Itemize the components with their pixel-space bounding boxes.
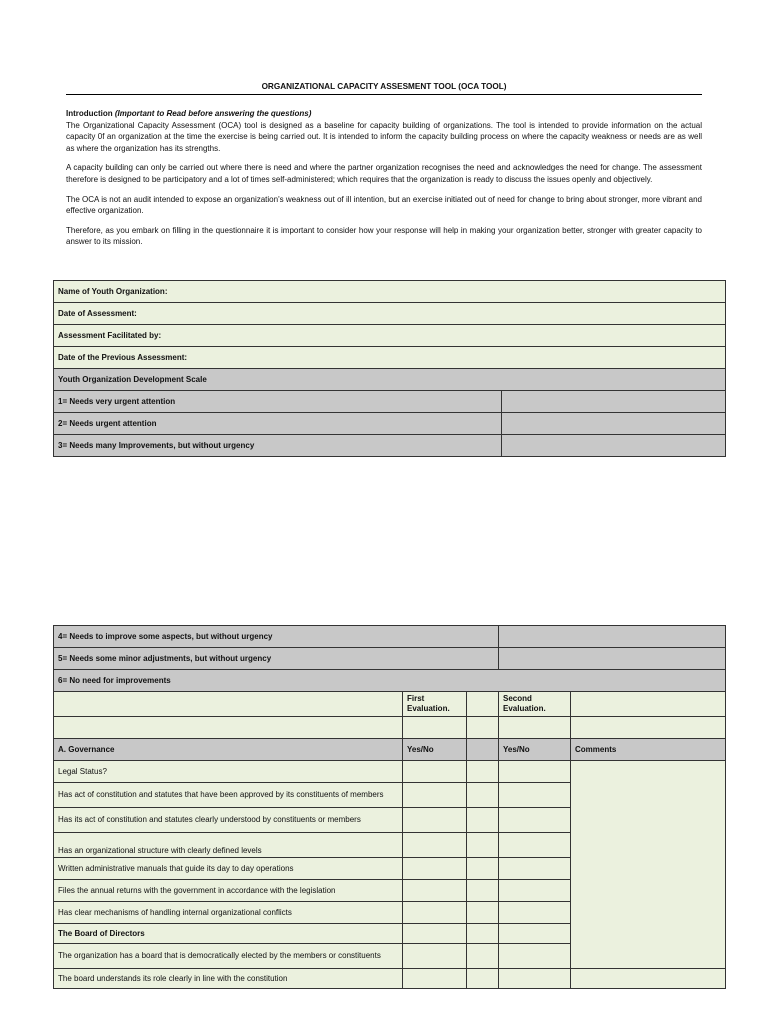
- previous-assessment-field[interactable]: Date of the Previous Assessment:: [54, 347, 726, 369]
- board-item: The organization has a board that is democratically elected by the members or constituents: [54, 944, 403, 969]
- spacer-cell: [467, 969, 499, 989]
- intro-heading-text: Introduction: [66, 109, 113, 118]
- spacer-cell: [467, 761, 499, 783]
- spacer-cell: [467, 783, 499, 808]
- second-eval-input[interactable]: [499, 761, 571, 783]
- board-heading: The Board of Directors: [54, 924, 403, 944]
- first-eval-input[interactable]: [403, 783, 467, 808]
- scale-row: [54, 626, 726, 648]
- governance-item: Written administrative manuals that guide its day to day operations: [54, 858, 403, 880]
- header-blank: [467, 692, 499, 717]
- scale-cell: [499, 626, 726, 648]
- intro-heading: [66, 108, 702, 120]
- scale-cell: [499, 648, 726, 670]
- scale-row: [54, 391, 726, 413]
- intro-paragraph-1: The Organizational Capacity Assessment (OCA) tool is designed as a baseline for capacity building of organizations. The tool is intended to provide information on the actual capacity 0f an organization at the time the exercise is being carried out. It is intended to inform the capacity building process on where the capacity weakness or needs are as well as where the organization has its strengths.: [66, 120, 702, 153]
- scale-row: [54, 648, 726, 670]
- second-evaluation-header: Second Evaluation.: [499, 692, 571, 717]
- table-row: [54, 761, 726, 783]
- scale-row: [54, 435, 726, 457]
- second-eval-input[interactable]: [499, 902, 571, 924]
- governance-item: Files the annual returns with the government in accordance with the legislation: [54, 880, 403, 902]
- header-blank: [54, 692, 403, 717]
- scale-cell: [502, 413, 726, 435]
- first-eval-input[interactable]: [403, 858, 467, 880]
- second-eval-input[interactable]: [499, 783, 571, 808]
- scale-item-2: 2= Needs urgent attention: [54, 413, 502, 435]
- scale-cell: [502, 435, 726, 457]
- first-eval-input[interactable]: [403, 833, 467, 858]
- facilitated-by-field[interactable]: Assessment Facilitated by:: [54, 325, 726, 347]
- governance-item: Has clear mechanisms of handling internal organizational conflicts: [54, 902, 403, 924]
- youth-org-name-field[interactable]: Name of Youth Organization:: [54, 281, 726, 303]
- spacer-cell: [467, 902, 499, 924]
- scale-item-5: 5= Needs some minor adjustments, but without urgency: [54, 648, 499, 670]
- spacer-cell: [467, 858, 499, 880]
- comments-header: Comments: [571, 739, 726, 761]
- yes-no-header-1: Yes/No: [403, 739, 467, 761]
- header-blank: [467, 739, 499, 761]
- first-eval-input[interactable]: [403, 808, 467, 833]
- scale-item-3: 3= Needs many Improvements, but without urgency: [54, 435, 502, 457]
- first-eval-input[interactable]: [403, 969, 467, 989]
- evaluation-header-row: [54, 692, 726, 717]
- first-eval-input[interactable]: [403, 924, 467, 944]
- date-of-assessment-field[interactable]: Date of Assessment:: [54, 303, 726, 325]
- intro-paragraph-3: The OCA is not an audit intended to expose an organization's weakness out of ill intention, but an exercise initiated out of need for change to bring about stronger, more vibrant and effective organization.: [66, 194, 702, 216]
- second-eval-input[interactable]: [499, 833, 571, 858]
- spacer-row: [54, 717, 726, 739]
- intro-heading-note: (Important to Read before answering the questions): [114, 109, 312, 118]
- scale-row: [54, 413, 726, 435]
- table-row: [54, 969, 726, 989]
- info-row: [54, 281, 726, 303]
- first-evaluation-header: First Evaluation.: [403, 692, 467, 717]
- comments-cell[interactable]: [571, 761, 726, 969]
- governance-item: Has an organizational structure with clearly defined levels: [54, 833, 403, 858]
- introduction: [66, 108, 702, 256]
- info-row: [54, 347, 726, 369]
- scale-cell: [502, 391, 726, 413]
- spacer-cell: [467, 924, 499, 944]
- second-eval-input[interactable]: [499, 880, 571, 902]
- scale-item-1: 1= Needs very urgent attention: [54, 391, 502, 413]
- governance-item: Has its act of constitution and statutes clearly understood by constituents or members: [54, 808, 403, 833]
- first-eval-input[interactable]: [403, 944, 467, 969]
- second-eval-input[interactable]: [499, 858, 571, 880]
- intro-paragraph-4: Therefore, as you embark on filling in the questionnaire it is important to consider how your response will help in making your organization better, stronger with greater capacity to answer to its mission.: [66, 225, 702, 247]
- spacer-cell: [467, 833, 499, 858]
- first-eval-input[interactable]: [403, 902, 467, 924]
- info-row: [54, 325, 726, 347]
- first-eval-input[interactable]: [403, 761, 467, 783]
- second-eval-input[interactable]: [499, 808, 571, 833]
- scale-title: Youth Organization Development Scale: [54, 369, 726, 391]
- scale-item-4: 4= Needs to improve some aspects, but without urgency: [54, 626, 499, 648]
- header-blank: [571, 692, 726, 717]
- second-eval-input[interactable]: [499, 924, 571, 944]
- second-eval-input[interactable]: [499, 944, 571, 969]
- governance-section-title: A. Governance: [54, 739, 403, 761]
- spacer-cell: [467, 880, 499, 902]
- evaluation-table: [53, 625, 726, 989]
- document-title: ORGANIZATIONAL CAPACITY ASSESMENT TOOL (OCA TOOL): [66, 82, 702, 95]
- yes-no-header-2: Yes/No: [499, 739, 571, 761]
- comments-cell[interactable]: [571, 969, 726, 989]
- info-table: [53, 280, 726, 457]
- scale-item-6: 6= No need for improvements: [54, 670, 726, 692]
- intro-paragraph-2: A capacity building can only be carried out where there is need and where the partner organization recognises the need and acknowledges the need for change. The assessment therefore is designed to be participatory and a lot of times self-administered; which requires that the organization is ready to discuss the issues openly and objectively.: [66, 163, 702, 184]
- board-item: The board understands its role clearly in line with the constitution: [54, 969, 403, 989]
- spacer-cell: [467, 808, 499, 833]
- spacer-cell: [467, 944, 499, 969]
- governance-item: Has act of constitution and statutes that have been approved by its constituents of members: [54, 783, 403, 808]
- scale-row: [54, 369, 726, 391]
- second-eval-input[interactable]: [499, 969, 571, 989]
- governance-item: Legal Status?: [54, 761, 403, 783]
- first-eval-input[interactable]: [403, 880, 467, 902]
- info-row: [54, 303, 726, 325]
- section-header-row: [54, 739, 726, 761]
- scale-row: [54, 670, 726, 692]
